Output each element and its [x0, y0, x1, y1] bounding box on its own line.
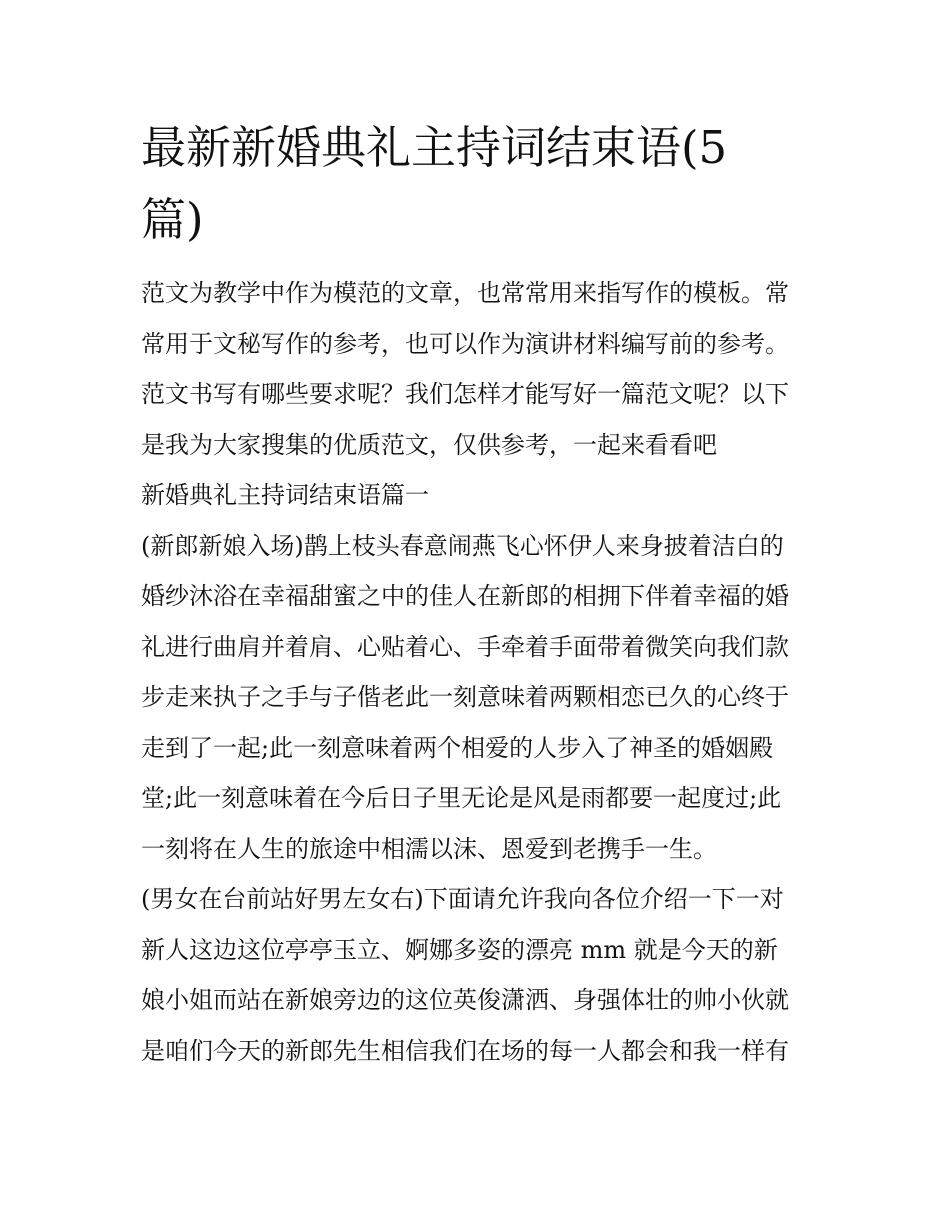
- paragraph-line: 范文为教学中作为模范的文章，也常常用来指写作的模板。常: [141, 279, 789, 307]
- paragraph-line: (男女在台前站好男左女右)下面请允许我向各位介绍一下一对: [141, 885, 784, 913]
- paragraph-line: 娘小姐而站在新娘旁边的这位英俊潇洒、身强体壮的帅小伙就: [141, 986, 789, 1014]
- paragraph-line: 新人这边这位亭亭玉立、婀娜多姿的漂亮 mm 就是今天的新: [141, 935, 778, 964]
- paragraph-line: 是咱们今天的新郎先生相信我们在场的每一人都会和我一样有: [141, 1036, 789, 1065]
- paragraph-line: 是我为大家搜集的优质范文，仅供参考，一起来看看吧: [141, 430, 717, 459]
- document-body: [141, 268, 813, 1076]
- paragraph-line: 一刻将在人生的旅途中相濡以沫、恩爱到老携手一生。: [141, 834, 717, 863]
- paragraph-line: 步走来执子之手与子偕老此一刻意味着两颗相恋已久的心终于: [141, 683, 789, 711]
- section-heading: 新婚典礼主持词结束语篇一: [141, 481, 429, 509]
- document-title: [141, 112, 813, 256]
- paragraph-line: 常用于文秘写作的参考，也可以作为演讲材料编写前的参考。: [141, 329, 789, 358]
- paragraph-line: 堂;此一刻意味着在今后日子里无论是风是雨都要一起度过;此: [141, 784, 782, 812]
- paragraph-line: 婚纱沐浴在幸福甜蜜之中的佳人在新郎的相拥下伴着幸福的婚: [141, 582, 789, 610]
- title-line: 最新新婚典礼主持词结束语(5: [141, 121, 728, 174]
- title-line: 篇): [141, 193, 204, 246]
- paragraph-line: 礼进行曲肩并着肩、心贴着心、手牵着手面带着微笑向我们款: [141, 632, 789, 661]
- paragraph-line: (新郎新娘入场)鹊上枝头春意闹燕飞心怀伊人来身披着洁白的: [141, 531, 784, 560]
- paragraph-line: 范文书写有哪些要求呢？我们怎样才能写好一篇范文呢？以下: [141, 380, 789, 408]
- document-content: [141, 112, 813, 1076]
- paragraph-line: 走到了一起;此一刻意味着两个相爱的人步入了神圣的婚姻殿: [141, 733, 774, 762]
